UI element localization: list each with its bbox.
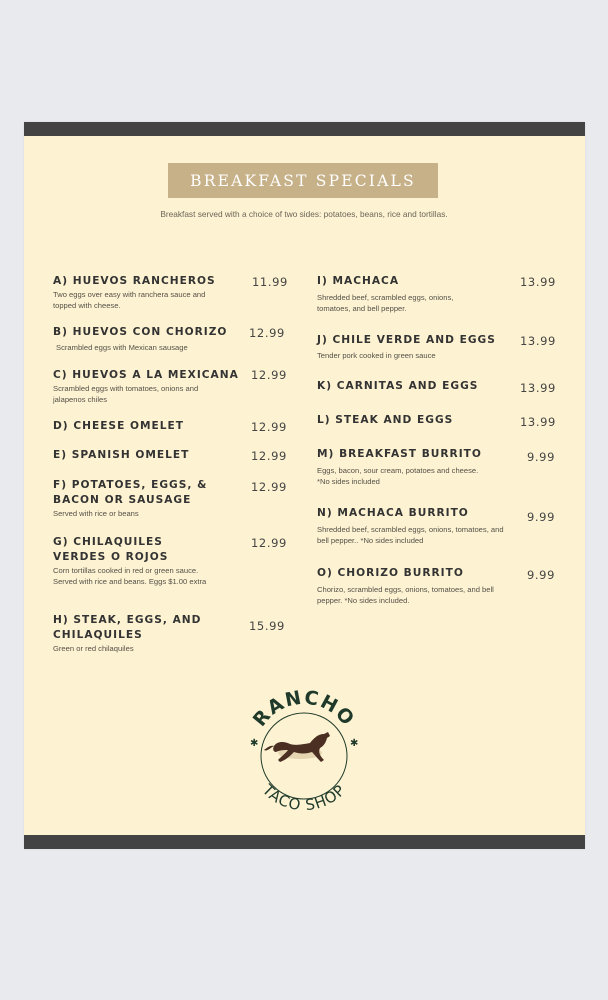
item-price: 12.99	[251, 449, 287, 463]
item-price: 13.99	[520, 334, 556, 348]
star-icon: ✱	[350, 738, 359, 749]
logo-top-text: RANCHO	[248, 690, 360, 731]
item-price: 12.99	[251, 536, 287, 550]
item-description: Served with rice or beans	[53, 509, 139, 518]
item-description: Scrambled eggs with Mexican sausage	[56, 343, 188, 352]
bottom-bar	[24, 835, 585, 849]
item-name: C) HUEVOS A LA MEXICANA	[53, 369, 239, 381]
item-name: I) MACHACA	[317, 275, 400, 287]
item-name: H) STEAK, EGGS, AND CHILAQUILES	[53, 614, 202, 641]
menu-item-g	[53, 535, 218, 587]
item-name: B) HUEVOS CON CHORIZO	[53, 326, 228, 338]
item-price: 13.99	[520, 381, 556, 395]
menu-subtitle: Breakfast served with a choice of two sides: potatoes, beans, rice and tortillas.	[160, 209, 448, 219]
item-price: 12.99	[251, 368, 287, 382]
menu-item-n	[317, 506, 517, 546]
item-name: E) SPANISH OMELET	[53, 449, 190, 461]
item-description: Green or red chilaquiles	[53, 644, 134, 653]
item-name: N) MACHACA BURRITO	[317, 507, 469, 519]
item-name: K) CARNITAS AND EGGS	[317, 380, 479, 392]
menu-item-k	[317, 379, 517, 394]
item-price: 13.99	[520, 415, 556, 429]
top-bar	[24, 122, 585, 136]
horse-icon	[264, 732, 330, 762]
menu-item-j	[317, 333, 517, 362]
menu-item-i	[317, 274, 497, 314]
item-name: D) CHEESE OMELET	[53, 420, 184, 432]
item-price: 13.99	[520, 275, 556, 289]
star-icon: ✱	[250, 738, 259, 749]
menu-item-b	[53, 325, 253, 354]
item-name: O) CHORIZO BURRITO	[317, 567, 464, 579]
menu-item-o	[317, 566, 517, 606]
item-price: 9.99	[527, 568, 556, 582]
item-description: Tender pork cooked in green sauce	[317, 351, 436, 360]
rancho-taco-shop-logo	[234, 690, 374, 820]
logo-bottom-text: TACO SHOP	[258, 780, 350, 815]
menu-item-l	[317, 413, 517, 428]
menu-item-f	[53, 478, 218, 520]
item-description: Chorizo, scrambled eggs, onions, tomatoes, and bell pepper. *No sides included.	[317, 585, 494, 605]
item-description: Two eggs over easy with ranchera sauce and topped with cheese.	[53, 290, 206, 310]
menu-item-h	[53, 613, 203, 655]
menu-page	[24, 122, 585, 849]
menu-item-e	[53, 448, 233, 463]
item-description: Eggs, bacon, sour cream, potatoes and cheese. *No sides included	[317, 466, 479, 486]
menu-title-banner	[168, 163, 438, 198]
item-price: 9.99	[527, 450, 556, 464]
item-price: 12.99	[251, 480, 287, 494]
menu-title: BREAKFAST SPECIALS	[190, 171, 416, 190]
item-price: 15.99	[249, 619, 285, 633]
item-description: Shredded beef, scrambled eggs, onions, tomatoes, and bell pepper.. *No sides included	[317, 525, 504, 545]
item-description: Scrambled eggs with tomatoes, onions and jalapenos chiles	[53, 384, 199, 404]
item-description: Corn tortillas cooked in red or green sauce. Served with rice and beans. Eggs $1.00 extra	[53, 566, 207, 586]
item-price: 9.99	[527, 510, 556, 524]
item-price: 11.99	[252, 275, 288, 289]
menu-item-m	[317, 447, 517, 487]
item-name: M) BREAKFAST BURRITO	[317, 448, 482, 460]
item-name: A) HUEVOS RANCHEROS	[53, 275, 216, 287]
menu-item-a	[53, 274, 228, 311]
item-name: J) CHILE VERDE AND EGGS	[317, 334, 496, 346]
item-description: Shredded beef, scrambled eggs, onions, tomatoes, and bell pepper.	[317, 293, 454, 313]
item-name: G) CHILAQUILES VERDES O ROJOS	[53, 536, 169, 563]
item-name: L) STEAK AND EGGS	[317, 414, 454, 426]
item-price: 12.99	[249, 326, 285, 340]
menu-item-c	[53, 368, 238, 405]
item-name: F) POTATOES, EGGS, & BACON OR SAUSAGE	[53, 479, 208, 506]
item-price: 12.99	[251, 420, 287, 434]
menu-item-d	[53, 419, 233, 434]
